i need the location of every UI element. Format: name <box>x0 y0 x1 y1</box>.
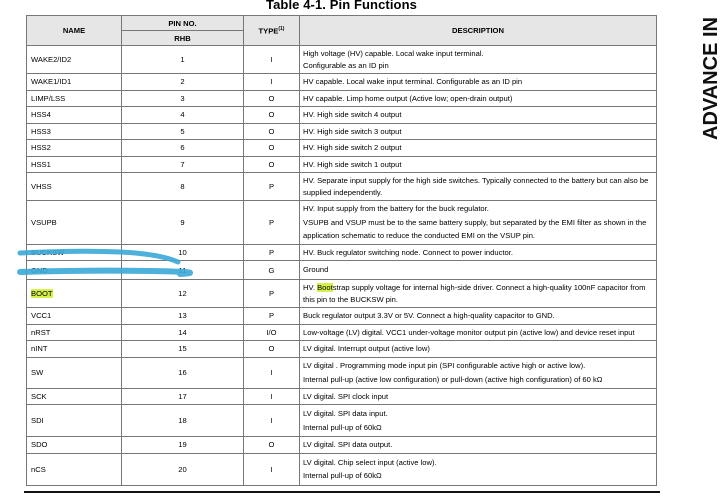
header-description: DESCRIPTION <box>300 16 657 46</box>
pin-type: O <box>244 140 300 157</box>
pin-number: 19 <box>122 437 244 454</box>
pin-number: 13 <box>122 308 244 325</box>
pin-description <box>300 405 657 437</box>
description-line: Internal pull-up of 60kΩ <box>303 422 382 432</box>
pin-type: I <box>244 388 300 405</box>
description-line: HV. Buck regulator switching node. Connect to power inductor. <box>303 247 513 257</box>
description-line: supplied independently. <box>303 187 383 197</box>
table-row <box>27 107 657 124</box>
pin-type: I <box>244 357 300 388</box>
pin-name: SW <box>27 357 122 388</box>
table-body <box>27 46 657 486</box>
pin-type: O <box>244 107 300 124</box>
pin-type: O <box>244 341 300 358</box>
description-line: HV. High side switch 2 output <box>303 143 402 152</box>
pin-description <box>300 388 657 405</box>
description-line: Buck regulator output 3.3V or 5V. Connect a high-quality capacitor to GND. <box>303 311 555 320</box>
pin-name: VHSS <box>27 173 122 201</box>
table-row <box>27 74 657 91</box>
description-line: VSUPB and VSUP must be to the same battery supply, but separated by the EMI filter as shown in the <box>303 217 647 227</box>
description-line: LV digital. SPI data input. <box>303 409 388 418</box>
table-row <box>27 90 657 107</box>
pin-description <box>300 173 657 201</box>
description-line: HV capable. Local wake input terminal. Configurable as an ID pin <box>303 77 523 86</box>
description-line: application schematic to reduce the conducted EMI on the VSUP pin. <box>303 231 536 240</box>
pin-type: G <box>244 261 300 280</box>
side-heading: ADVANCE IN <box>700 17 722 140</box>
pin-name: nRST <box>27 324 122 341</box>
header-type-label: TYPE <box>258 26 279 36</box>
pin-functions-table <box>26 15 657 486</box>
pin-number: 17 <box>122 388 244 405</box>
pin-description <box>300 46 657 74</box>
pin-name: HSS1 <box>27 156 122 173</box>
pin-type: I <box>244 46 300 74</box>
header-name: NAME <box>27 16 122 46</box>
description-line: HV. High side switch 3 output <box>303 126 402 136</box>
header-type-footnote: (1) <box>278 25 285 32</box>
pin-number: 18 <box>122 405 244 437</box>
pin-number: 2 <box>122 74 244 91</box>
header-pin-no: PIN NO. <box>122 16 244 31</box>
table-row <box>27 357 657 388</box>
table-row <box>27 261 657 280</box>
pin-number: 12 <box>122 280 244 308</box>
table-row <box>27 244 657 261</box>
description-line: HV capable. Limp home output (Active low; open-drain output) <box>303 93 513 103</box>
header-package: RHB <box>122 31 244 46</box>
pin-number: 4 <box>122 107 244 124</box>
pin-type: P <box>244 173 300 201</box>
pin-description <box>300 308 657 325</box>
pin-name: VCC1 <box>27 308 122 325</box>
description-line: Internal pull-up (active low configuration) or pull-down (active high configuration) of 60 kΩ <box>303 374 603 384</box>
pin-description <box>300 123 657 140</box>
pin-type: O <box>244 437 300 454</box>
table-row <box>27 388 657 405</box>
pin-type: P <box>244 201 300 245</box>
pin-type: I <box>244 453 300 485</box>
table-row <box>27 324 657 341</box>
table-row <box>27 405 657 437</box>
pin-name: SDO <box>27 437 122 454</box>
description-line: LV digital. Interrupt output (active low) <box>303 344 430 353</box>
pin-description <box>300 244 657 261</box>
pin-number: 7 <box>122 156 244 173</box>
pin-description <box>300 341 657 358</box>
pin-type: P <box>244 308 300 325</box>
table-row <box>27 437 657 454</box>
pin-number: 1 <box>122 46 244 74</box>
pin-description <box>300 261 657 280</box>
table-title: Table 4-1. Pin Functions <box>266 0 417 12</box>
table-row <box>27 140 657 157</box>
pin-number: 20 <box>122 453 244 485</box>
pin-number: 15 <box>122 341 244 358</box>
description-line: LV digital. SPI clock input <box>303 391 389 401</box>
header-type <box>244 16 300 46</box>
pin-type: P <box>244 244 300 261</box>
table-row <box>27 201 657 245</box>
pin-number: 10 <box>122 244 244 261</box>
pin-name: nCS <box>27 453 122 485</box>
pin-description <box>300 324 657 341</box>
pin-number: 5 <box>122 123 244 140</box>
table-row <box>27 341 657 358</box>
table-row <box>27 123 657 140</box>
pin-name: WAKE1/ID1 <box>27 74 122 91</box>
pin-type: I <box>244 74 300 91</box>
description-line: HV. High side switch 1 output <box>303 159 402 169</box>
description-line: LV digital. SPI data output. <box>303 440 393 449</box>
description-line: LV digital. Chip select input (active low). <box>303 457 437 467</box>
pin-type: O <box>244 156 300 173</box>
description-line: HV. Input supply from the battery for the buck regulator. <box>303 204 489 213</box>
pin-name: BUCKSW <box>27 244 122 261</box>
pin-number: 8 <box>122 173 244 201</box>
pin-type: I <box>244 405 300 437</box>
pin-name: SCK <box>27 388 122 405</box>
pin-type: I/O <box>244 324 300 341</box>
highlighted-pin-name: BOOT <box>31 289 53 298</box>
pin-type: O <box>244 90 300 107</box>
description-line: Low-voltage (LV) digital. VCC1 under-voltage monitor output pin (active low) and device reset input <box>303 327 635 337</box>
table-row <box>27 173 657 201</box>
pin-description <box>300 357 657 388</box>
pin-number: 9 <box>122 201 244 245</box>
pin-number: 3 <box>122 90 244 107</box>
pin-name: GND <box>27 261 122 280</box>
bottom-rule <box>24 491 660 493</box>
table-row <box>27 308 657 325</box>
table-row <box>27 156 657 173</box>
table-row <box>27 46 657 74</box>
pin-description <box>300 453 657 485</box>
description-line: Ground <box>303 265 329 275</box>
pin-name: HSS4 <box>27 107 122 124</box>
pin-number: 11 <box>122 261 244 280</box>
pin-name: HSS3 <box>27 123 122 140</box>
description-line: HV. Separate input supply for the high side switches. Typically connected to the battery but can also be <box>303 176 649 185</box>
highlighted-word: Boot <box>317 283 333 292</box>
pin-name: VSUPB <box>27 201 122 245</box>
pin-name: LIMP/LSS <box>27 90 122 107</box>
pin-description <box>300 156 657 173</box>
pin-description <box>300 280 657 308</box>
pin-description <box>300 201 657 245</box>
description-line: HV. Bootstrap supply voltage for internal high-side driver. Connect a high-quality 100nF capacitor from <box>303 283 646 292</box>
pin-number: 16 <box>122 357 244 388</box>
table-row <box>27 453 657 485</box>
pin-description <box>300 107 657 124</box>
pin-name <box>27 280 122 308</box>
pin-number: 14 <box>122 324 244 341</box>
pin-type: P <box>244 280 300 308</box>
pin-number: 6 <box>122 140 244 157</box>
description-line: HV. High side switch 4 output <box>303 110 402 119</box>
description-line: Configurable as an ID pin <box>303 60 389 70</box>
pin-description <box>300 140 657 157</box>
pin-name: SDI <box>27 405 122 437</box>
description-line: Internal pull-up of 60kΩ <box>303 471 382 480</box>
pin-name: nINT <box>27 341 122 358</box>
table-row <box>27 280 657 308</box>
pin-name: HSS2 <box>27 140 122 157</box>
pin-name: WAKE2/ID2 <box>27 46 122 74</box>
description-line: LV digital . Programming mode input pin (SPI configurable active high or active low). <box>303 361 586 370</box>
description-line: High voltage (HV) capable. Local wake input terminal. <box>303 49 484 58</box>
description-line: this pin to the BUCKSW pin. <box>303 294 398 304</box>
pin-description <box>300 74 657 91</box>
pin-description <box>300 437 657 454</box>
pin-type: O <box>244 123 300 140</box>
pin-functions-table-frame <box>26 15 656 486</box>
pin-description <box>300 90 657 107</box>
